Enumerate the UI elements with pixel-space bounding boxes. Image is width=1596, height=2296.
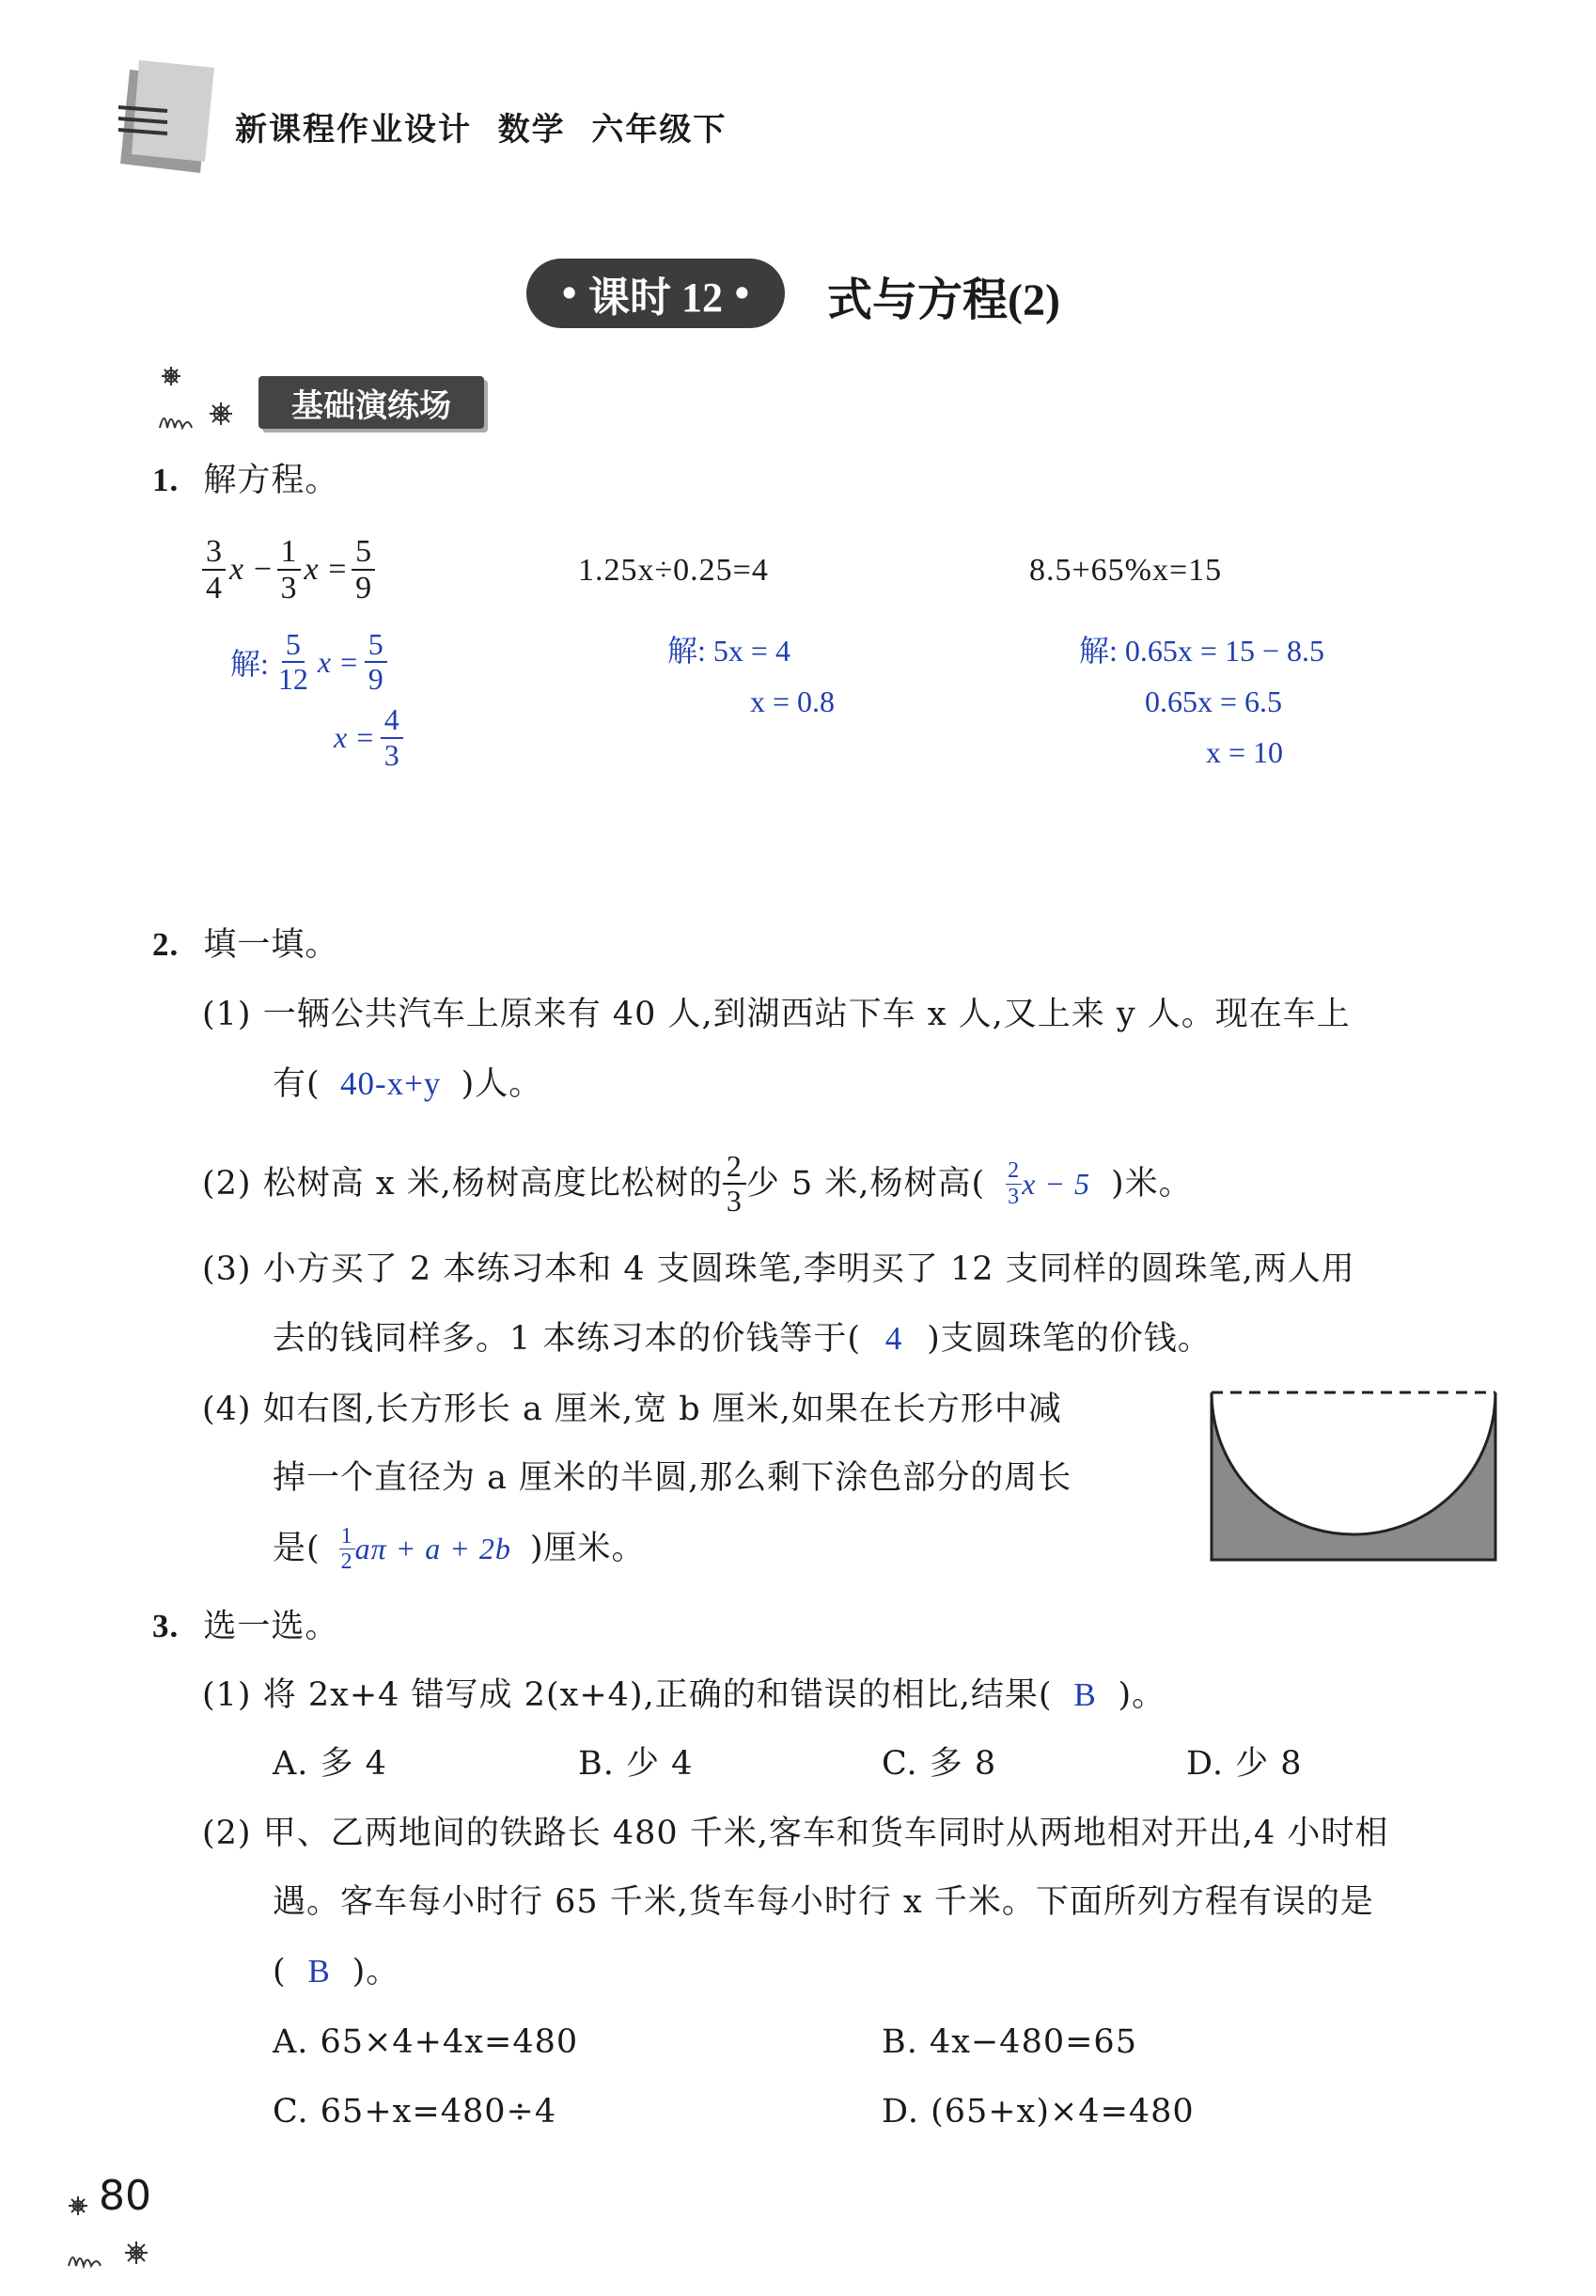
frac-den: 3: [726, 1184, 743, 1219]
q3-part2-answer: B: [307, 1953, 331, 1989]
q2-prompt: 填一填。: [203, 926, 339, 964]
frac-den: 12: [277, 662, 308, 697]
q2-part2-mid: 少 5 米,杨树高(: [745, 1164, 986, 1203]
q2-heading: [152, 921, 338, 968]
q2-part2: [202, 1150, 1193, 1218]
book-icon: [111, 60, 224, 182]
frac-den: 9: [368, 662, 383, 697]
section-label: [258, 376, 484, 429]
q3-part2-line1: (2) 甲、乙两地间的铁路长 480 千米,客车和货车同时从两地相对开出,4 小时相: [202, 1815, 1389, 1852]
option-a: A. 多 4: [273, 1745, 387, 1783]
option-b: B. 4x−480=65: [882, 2023, 1137, 2061]
frac-num: 5: [365, 628, 387, 663]
q3-part2-line2: 遇。客车每小时行 65 千米,货车每小时行 x 千米。下面所列方程有误的是: [273, 1883, 1374, 1921]
solution-line: x = 0.8: [750, 684, 836, 718]
solution-line: 0.65x = 6.5: [1145, 684, 1283, 718]
q2-part4: [202, 1387, 1189, 1575]
q2-part3-line1: (3) 小方买了 2 本练习本和 4 支圆珠笔,李明买了 12 支同样的圆珠笔,两人用: [202, 1250, 1355, 1288]
lesson-title: 式与方程(2): [827, 275, 1060, 325]
frac-num: 1: [277, 534, 301, 571]
q2-part4-line1: (4) 如右图,长方形长 a 厘米,宽 b 厘米,如果在长方形中减: [202, 1391, 1062, 1428]
frac-num: 5: [352, 534, 375, 571]
q2-part3-answer: 4: [884, 1320, 903, 1357]
q3-part1-pre: (1) 将 2x+4 错写成 2(x+4),正确的和错误的相比,结果(: [202, 1676, 1053, 1714]
q1-eq1-solution: [230, 628, 403, 772]
q2-part4-post: )厘米。: [529, 1530, 646, 1568]
q2-part3-pre: 去的钱同样多。1 本练习本的价钱等于(: [273, 1320, 862, 1358]
q3-part2-post: )。: [352, 1953, 400, 1990]
q2-part4-line2: 掉一个直径为 a 厘米的半圆,那么剩下涂色部分的周长: [273, 1459, 1072, 1497]
q2-part1-answer: 40-x+y: [339, 1065, 442, 1102]
q2-part1-pre: 有(: [273, 1065, 321, 1103]
option-d: D. (65+x)×4=480: [882, 2093, 1195, 2131]
solution-line: 0.65x = 15 − 8.5: [1124, 634, 1324, 668]
q3-part1: [202, 1672, 1166, 1719]
q1-number: 1.: [152, 462, 180, 498]
q2-part1: [202, 992, 1499, 1108]
eq-part: x =: [317, 644, 359, 679]
q1-prompt: 解方程。: [203, 462, 339, 499]
frac-num: 2: [1008, 1158, 1021, 1184]
q2-part1-post: )人。: [461, 1065, 543, 1103]
solution-label: 解:: [667, 634, 706, 668]
q2-part2-answer: [1006, 1158, 1090, 1209]
q1-eq2-solution: [667, 625, 835, 727]
q1-eq3: 8.5+65%x=15: [1029, 553, 1223, 588]
flower-icon: [150, 362, 254, 437]
eq-part: x =: [304, 552, 349, 588]
q3-part2: [202, 1811, 1509, 1995]
frac-den: 9: [355, 571, 372, 606]
q2-part4-answer: [339, 1524, 511, 1575]
frac-num: 4: [381, 703, 403, 738]
page-number: 80: [99, 2172, 151, 2220]
solution-label: 解:: [230, 647, 269, 682]
answer-expr: x − 5: [1022, 1166, 1090, 1201]
q1-heading: [152, 457, 338, 504]
frac-den: 3: [1008, 1184, 1021, 1209]
frac-den: 3: [280, 571, 297, 606]
option-a: A. 65×4+4x=480: [273, 2023, 579, 2061]
eq-part: x =: [334, 720, 375, 755]
q3-prompt: 选一选。: [203, 1608, 339, 1645]
frac-num: 2: [723, 1150, 746, 1185]
frac-den: 2: [340, 1549, 353, 1575]
solution-label: 解:: [1079, 634, 1118, 668]
q3-part2-options: [273, 2020, 1307, 2142]
eq-part: x −: [229, 552, 274, 588]
frac-num: 3: [202, 534, 226, 571]
q1-eq3-solution: [1079, 625, 1324, 778]
q2-part1-line1: (1) 一辆公共汽车上原来有 40 人,到湖西站下车 x 人,又上来 y 人。现在车上: [202, 996, 1351, 1033]
q1-eq1: [202, 534, 375, 606]
frac-num: 1: [340, 1524, 353, 1549]
frac-den: 4: [206, 571, 222, 606]
solution-line: 5x = 4: [712, 634, 790, 668]
solution-line: x = 10: [1206, 735, 1284, 769]
q3-part1-answer: B: [1073, 1676, 1097, 1713]
q3-heading: [152, 1603, 338, 1650]
header-logo: [111, 60, 224, 182]
q3-part1-post: )。: [1118, 1676, 1166, 1714]
lesson-badge: • 课时 12 •: [526, 259, 785, 328]
shaded-region: [1212, 1392, 1495, 1560]
lesson-badge-text: 课时 12: [588, 275, 723, 321]
q2-part4-pre: 是(: [273, 1530, 321, 1568]
frac-num: 5: [282, 628, 305, 663]
option-b: B. 少 4: [578, 1745, 694, 1783]
q1-eq2: 1.25x÷0.25=4: [578, 553, 769, 588]
q2-number: 2.: [152, 926, 180, 963]
q2-part2-post: )米。: [1110, 1164, 1193, 1203]
q2-part2-pre: (2) 松树高 x 米,杨树高度比松树的: [202, 1164, 723, 1203]
header-title: 新课程作业设计 数学 六年级下: [235, 111, 728, 149]
rectangle-semicircle-figure: [1208, 1387, 1499, 1565]
option-c: C. 多 8: [882, 1745, 997, 1783]
q2-part3-post: )支圆珠笔的价钱。: [927, 1320, 1212, 1358]
q3-part2-pre: (: [273, 1953, 287, 1990]
option-d: D. 少 8: [1186, 1745, 1303, 1783]
answer-expr: aπ + a + 2b: [354, 1532, 511, 1566]
option-c: C. 65+x=480÷4: [273, 2093, 557, 2131]
section-label-text: 基础演练场: [291, 386, 451, 425]
q2-part3: [202, 1247, 1499, 1362]
q3-number: 3.: [152, 1608, 180, 1644]
frac-den: 3: [383, 737, 399, 772]
